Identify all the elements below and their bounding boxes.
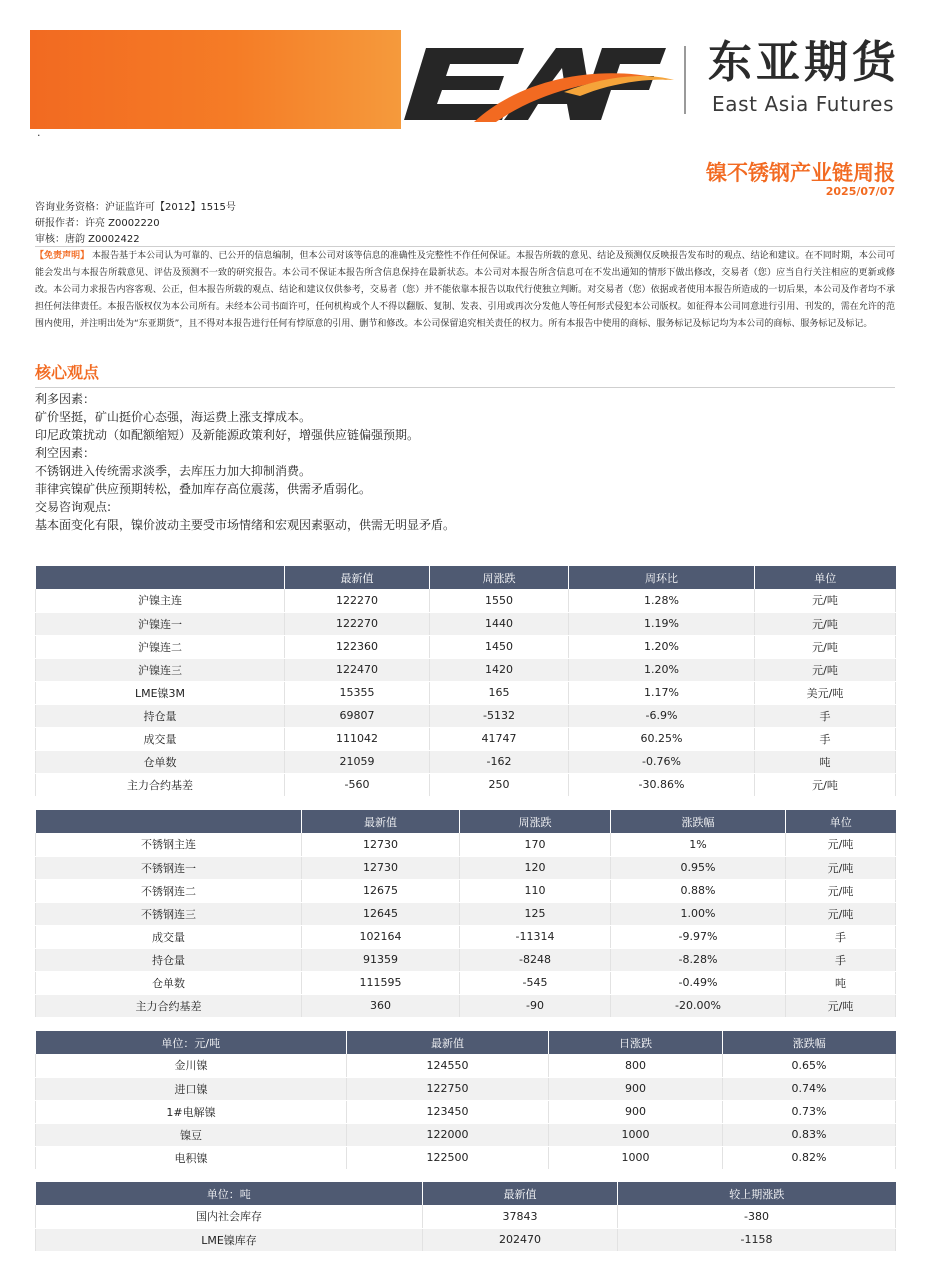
table-cell: 1450 bbox=[430, 635, 569, 658]
table-row bbox=[36, 856, 896, 879]
table-cell: 41747 bbox=[430, 727, 569, 750]
table-cell: 1.17% bbox=[569, 681, 755, 704]
row-label-cell: 进口镍 bbox=[36, 1077, 347, 1100]
row-label-cell: 不锈钢主连 bbox=[36, 833, 302, 856]
logo-divider bbox=[684, 46, 686, 114]
table-cell: -545 bbox=[460, 971, 611, 994]
table-row bbox=[36, 704, 896, 727]
stainless-futures-table bbox=[35, 810, 896, 1018]
author-line: 研报作者：许亮 Z0002220 bbox=[35, 218, 160, 229]
table-row bbox=[36, 948, 896, 971]
column-header: 较上期涨跌 bbox=[618, 1182, 896, 1205]
table-row bbox=[36, 589, 896, 612]
column-header: 涨跌幅 bbox=[611, 810, 786, 833]
table-cell: 元/吨 bbox=[755, 773, 896, 796]
table-cell: -20.00% bbox=[611, 994, 786, 1017]
table-cell: 手 bbox=[786, 948, 896, 971]
table-row bbox=[36, 971, 896, 994]
logo-english-name: East Asia Futures bbox=[712, 92, 895, 116]
disclaimer bbox=[35, 248, 895, 333]
column-header: 最新值 bbox=[285, 566, 430, 589]
column-header bbox=[36, 566, 285, 589]
logo-chinese-name: 东亚期货 bbox=[708, 37, 900, 88]
row-label-cell: 不锈钢连三 bbox=[36, 902, 302, 925]
column-header: 单位：吨 bbox=[36, 1182, 423, 1205]
table-cell: 360 bbox=[302, 994, 460, 1017]
column-header: 单位 bbox=[755, 566, 896, 589]
row-label-cell: LME镍3M bbox=[36, 681, 285, 704]
report-date: 2025/07/07 bbox=[825, 185, 895, 198]
row-label-cell: LME镍库存 bbox=[36, 1228, 423, 1251]
column-header: 涨跌幅 bbox=[723, 1031, 896, 1054]
table-row bbox=[36, 1146, 896, 1169]
table-cell: -380 bbox=[618, 1205, 896, 1228]
header-orange-banner bbox=[30, 30, 401, 129]
nickel-futures-table bbox=[35, 566, 896, 797]
table-cell: 122270 bbox=[285, 589, 430, 612]
table-row bbox=[36, 727, 896, 750]
table-cell: -30.86% bbox=[569, 773, 755, 796]
table-cell: 110 bbox=[460, 879, 611, 902]
table-cell: 12675 bbox=[302, 879, 460, 902]
table-cell: 15355 bbox=[285, 681, 430, 704]
table-cell: -90 bbox=[460, 994, 611, 1017]
table-cell: 900 bbox=[549, 1077, 723, 1100]
disclaimer-tag: 【免责声明】 bbox=[35, 251, 90, 261]
table-cell: 1% bbox=[611, 833, 786, 856]
row-label-cell: 仓单数 bbox=[36, 971, 302, 994]
table-cell: 1.00% bbox=[611, 902, 786, 925]
table-cell: 165 bbox=[430, 681, 569, 704]
advice-heading: 交易咨询观点: bbox=[35, 500, 112, 514]
table-cell: 111042 bbox=[285, 727, 430, 750]
bearish-item: 菲律宾镍矿供应预期转松，叠加库存高位震荡，供需矛盾弱化。 bbox=[35, 482, 372, 496]
row-label-cell: 成交量 bbox=[36, 727, 285, 750]
row-label-cell: 镍豆 bbox=[36, 1123, 347, 1146]
row-label-cell: 金川镍 bbox=[36, 1054, 347, 1077]
table-cell: -6.9% bbox=[569, 704, 755, 727]
table-row bbox=[36, 833, 896, 856]
bearish-heading: 利空因素： bbox=[35, 446, 96, 460]
table-cell: 手 bbox=[755, 704, 896, 727]
header-dot: · bbox=[37, 129, 41, 142]
table-cell: 122750 bbox=[347, 1077, 549, 1100]
table-cell: 1550 bbox=[430, 589, 569, 612]
table-cell: 37843 bbox=[423, 1205, 618, 1228]
table-header-row bbox=[36, 810, 896, 833]
row-label-cell: 沪镍连一 bbox=[36, 612, 285, 635]
table-row bbox=[36, 879, 896, 902]
table-row bbox=[36, 1077, 896, 1100]
table-cell: 1420 bbox=[430, 658, 569, 681]
column-header: 最新值 bbox=[423, 1182, 618, 1205]
bullish-item: 印尼政策扰动（如配额缩短）及新能源政策利好，增强供应链偏强预期。 bbox=[35, 428, 420, 442]
table-cell: -1158 bbox=[618, 1228, 896, 1251]
table-cell: 0.88% bbox=[611, 879, 786, 902]
table-row bbox=[36, 658, 896, 681]
column-header: 周环比 bbox=[569, 566, 755, 589]
table-cell: -560 bbox=[285, 773, 430, 796]
table-cell: -0.49% bbox=[611, 971, 786, 994]
column-header: 最新值 bbox=[302, 810, 460, 833]
table-cell: 0.73% bbox=[723, 1100, 896, 1123]
table-cell: 12645 bbox=[302, 902, 460, 925]
table-cell: -5132 bbox=[430, 704, 569, 727]
bullish-item: 矿价坚挺，矿山挺价心态强，海运费上涨支撑成本。 bbox=[35, 410, 312, 424]
table-cell: 元/吨 bbox=[786, 833, 896, 856]
row-label-cell: 主力合约基差 bbox=[36, 994, 302, 1017]
table-cell: 元/吨 bbox=[755, 658, 896, 681]
table-cell: 21059 bbox=[285, 750, 430, 773]
table-cell: 0.83% bbox=[723, 1123, 896, 1146]
table-cell: 元/吨 bbox=[786, 902, 896, 925]
table-cell: 122500 bbox=[347, 1146, 549, 1169]
table-cell: 手 bbox=[786, 925, 896, 948]
table-cell: 69807 bbox=[285, 704, 430, 727]
table-cell: 美元/吨 bbox=[755, 681, 896, 704]
column-header: 周涨跌 bbox=[430, 566, 569, 589]
table-cell: 1000 bbox=[549, 1123, 723, 1146]
table-cell: 元/吨 bbox=[786, 994, 896, 1017]
table-cell: 1.20% bbox=[569, 635, 755, 658]
table-cell: -162 bbox=[430, 750, 569, 773]
row-label-cell: 仓单数 bbox=[36, 750, 285, 773]
row-label-cell: 1#电解镍 bbox=[36, 1100, 347, 1123]
table-row bbox=[36, 1205, 896, 1228]
row-label-cell: 沪镍连三 bbox=[36, 658, 285, 681]
table-cell: 202470 bbox=[423, 1228, 618, 1251]
report-title: 镍不锈钢产业链周报 bbox=[706, 161, 895, 185]
table-row bbox=[36, 1054, 896, 1077]
table-cell: 122000 bbox=[347, 1123, 549, 1146]
table-cell: 1.28% bbox=[569, 589, 755, 612]
table-cell: 120 bbox=[460, 856, 611, 879]
core-views-body bbox=[35, 390, 895, 534]
table-cell: 0.74% bbox=[723, 1077, 896, 1100]
row-label-cell: 电积镍 bbox=[36, 1146, 347, 1169]
table-cell: 12730 bbox=[302, 833, 460, 856]
table-cell: 吨 bbox=[786, 971, 896, 994]
table-cell: 12730 bbox=[302, 856, 460, 879]
row-label-cell: 主力合约基差 bbox=[36, 773, 285, 796]
table-cell: 吨 bbox=[755, 750, 896, 773]
table-row bbox=[36, 750, 896, 773]
table-cell: 122360 bbox=[285, 635, 430, 658]
row-label-cell: 不锈钢连二 bbox=[36, 879, 302, 902]
table-header-row bbox=[36, 566, 896, 589]
table-cell: -0.76% bbox=[569, 750, 755, 773]
license-line: 咨询业务资格：沪证监许可【2012】1515号 bbox=[35, 202, 236, 213]
table-cell: -8.28% bbox=[611, 948, 786, 971]
table-cell: 170 bbox=[460, 833, 611, 856]
table-header-row bbox=[36, 1031, 896, 1054]
nickel-spot-table bbox=[35, 1031, 896, 1170]
column-header: 周涨跌 bbox=[460, 810, 611, 833]
table-cell: -11314 bbox=[460, 925, 611, 948]
column-header bbox=[36, 810, 302, 833]
table-cell: 0.95% bbox=[611, 856, 786, 879]
table-cell: 124550 bbox=[347, 1054, 549, 1077]
table-cell: 122270 bbox=[285, 612, 430, 635]
table-header-row bbox=[36, 1182, 896, 1205]
row-label-cell: 成交量 bbox=[36, 925, 302, 948]
column-header: 单位 bbox=[786, 810, 896, 833]
table-cell: 111595 bbox=[302, 971, 460, 994]
table-cell: 元/吨 bbox=[755, 635, 896, 658]
row-label-cell: 沪镍连二 bbox=[36, 635, 285, 658]
table-row bbox=[36, 635, 896, 658]
table-row bbox=[36, 1123, 896, 1146]
table-cell: 元/吨 bbox=[786, 856, 896, 879]
row-label-cell: 不锈钢连一 bbox=[36, 856, 302, 879]
table-row bbox=[36, 681, 896, 704]
meta-divider bbox=[35, 246, 895, 247]
table-cell: -8248 bbox=[460, 948, 611, 971]
table-cell: 元/吨 bbox=[786, 879, 896, 902]
table-cell: 手 bbox=[755, 727, 896, 750]
core-views-title: 核心观点 bbox=[35, 363, 100, 382]
table-row bbox=[36, 902, 896, 925]
table-cell: 125 bbox=[460, 902, 611, 925]
table-cell: 1.19% bbox=[569, 612, 755, 635]
core-views-divider bbox=[35, 387, 895, 388]
table-cell: 0.65% bbox=[723, 1054, 896, 1077]
column-header: 单位：元/吨 bbox=[36, 1031, 347, 1054]
table-cell: 1440 bbox=[430, 612, 569, 635]
table-cell: 1000 bbox=[549, 1146, 723, 1169]
bullish-heading: 利多因素： bbox=[35, 392, 96, 406]
row-label-cell: 持仓量 bbox=[36, 948, 302, 971]
table-cell: 800 bbox=[549, 1054, 723, 1077]
table-cell: 122470 bbox=[285, 658, 430, 681]
table-cell: 900 bbox=[549, 1100, 723, 1123]
table-cell: 元/吨 bbox=[755, 612, 896, 635]
table-cell: 102164 bbox=[302, 925, 460, 948]
table-cell: -9.97% bbox=[611, 925, 786, 948]
table-row bbox=[36, 612, 896, 635]
table-cell: 1.20% bbox=[569, 658, 755, 681]
disclaimer-text: 本报告基于本公司认为可靠的、已公开的信息编制，但本公司对该等信息的准确性及完整性不作任何保证。本报告所载的意见、结论及预测仅反映报告发布时的观点、结论和建议。在不同时期，本公司可能会发出与本报告所载意见、评估及预测不一致的研究报告。本公司不保证本报告所含信息保持在最新状态。本公司对本报告所含信息可在不发出通知的情形下做出修改，交易者（您）应当自行关注相应的更新或修改。本公司力求报告内容客观、公正，但本报告所载的观点、结论和建议仅供参考，交易者（您）并不能依靠本报告以取代行使独立判断。对交易者（您）依据或者使用本报告所造成的一切后果，本公司及作者均不承担任何法律责任。本报告版权仅为本公司所有。未经本公司书面许可，任何机构或个人不得以翻版、复制、发表、引用或再次分发他人等任何形式侵犯本公司版权。如征得本公司同意进行引用、刊发的，需在允许的范围内使用，并注明出处为“东亚期货”，且不得对本报告进行任何有悖原意的引用、删节和修改。本公司保留追究相关责任的权力。所有本报告中使用的商标、服务标记及标记均为本公司的商标、服务标记及标记。 bbox=[35, 251, 895, 329]
table-cell: 123450 bbox=[347, 1100, 549, 1123]
table-row bbox=[36, 925, 896, 948]
table-cell: 元/吨 bbox=[755, 589, 896, 612]
table-row bbox=[36, 1228, 896, 1251]
table-row bbox=[36, 1100, 896, 1123]
inventory-table bbox=[35, 1182, 896, 1252]
column-header: 最新值 bbox=[347, 1031, 549, 1054]
bearish-item: 不锈钢进入传统需求淡季，去库压力加大抑制消费。 bbox=[35, 464, 312, 478]
reviewer-line: 审核：唐韵 Z0002422 bbox=[35, 234, 140, 245]
table-cell: 91359 bbox=[302, 948, 460, 971]
row-label-cell: 沪镍主连 bbox=[36, 589, 285, 612]
table-cell: 0.82% bbox=[723, 1146, 896, 1169]
row-label-cell: 国内社会库存 bbox=[36, 1205, 423, 1228]
table-row bbox=[36, 994, 896, 1017]
row-label-cell: 持仓量 bbox=[36, 704, 285, 727]
table-cell: 250 bbox=[430, 773, 569, 796]
table-row bbox=[36, 773, 896, 796]
table-cell: 60.25% bbox=[569, 727, 755, 750]
column-header: 日涨跌 bbox=[549, 1031, 723, 1054]
advice-item: 基本面变化有限，镍价波动主要受市场情绪和宏观因素驱动，供需无明显矛盾。 bbox=[35, 518, 456, 532]
